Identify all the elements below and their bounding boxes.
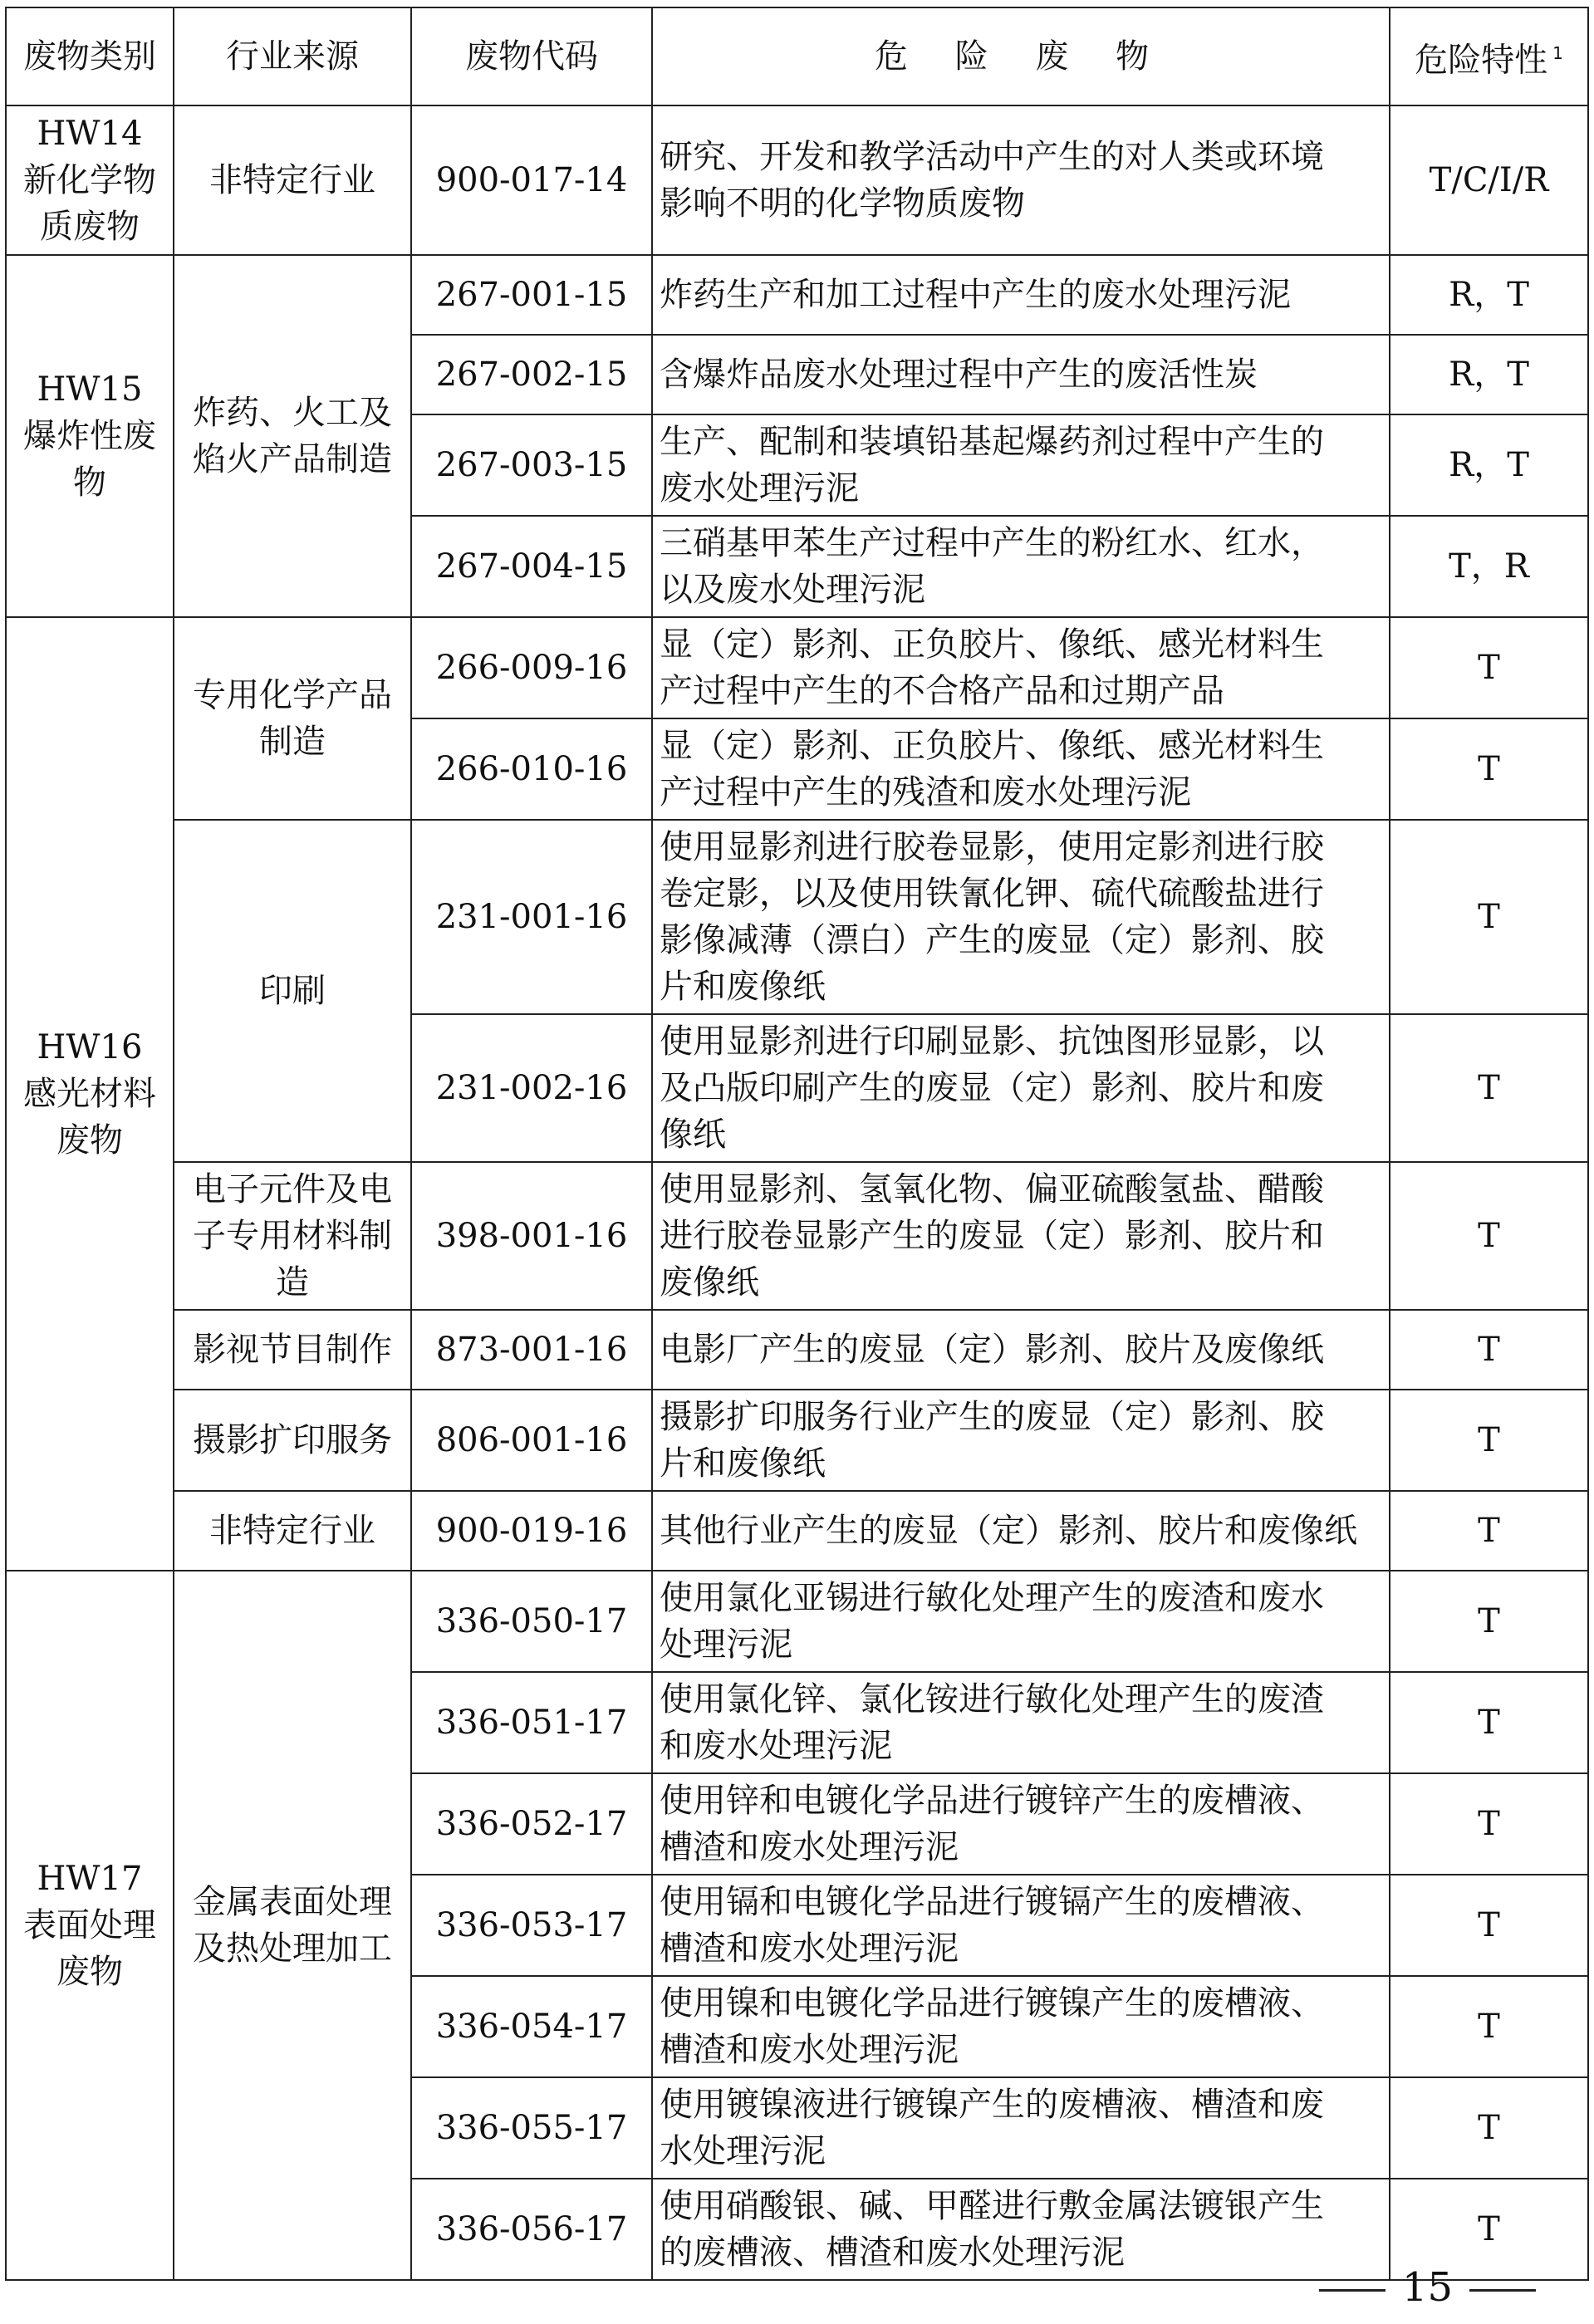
waste-description-line: 其他行业产生的废显（定）影剂、胶片和废像纸 <box>660 1512 1357 1550</box>
waste-description-line: 及凸版印刷产生的废显（定）影剂、胶片和废 <box>660 1069 1324 1107</box>
waste-category-line: 废物 <box>56 1953 123 1991</box>
waste-description-line: 水处理污泥 <box>660 2132 826 2170</box>
hazard-property-cell: T <box>1390 1672 1588 1773</box>
waste-description-line: 片和废像纸 <box>660 968 826 1006</box>
waste-description-line: 显（定）影剂、正负胶片、像纸、感光材料生 <box>660 625 1324 664</box>
industry-source-cell <box>174 105 411 255</box>
industry-source-line: 影视节目制作 <box>193 1331 392 1369</box>
header-industry: 行业来源 <box>174 7 411 105</box>
hazard-property-cell: R，T <box>1390 255 1588 335</box>
hazard-property-cell: T <box>1390 617 1588 718</box>
hazard-property-cell: T <box>1390 718 1588 820</box>
waste-description-cell <box>652 1976 1390 2077</box>
industry-source-line: 摄影扩印服务 <box>193 1421 392 1459</box>
industry-source-line: 金属表面处理 <box>193 1883 392 1921</box>
hazardous-waste-table <box>5 7 1589 2281</box>
waste-description-line: 产过程中产生的不合格产品和过期产品 <box>660 672 1224 710</box>
waste-description-cell <box>652 1571 1390 1672</box>
header-hazard <box>1390 7 1588 105</box>
waste-code-cell: 336-056-17 <box>411 2179 652 2280</box>
hazard-property-cell: T <box>1390 1571 1588 1672</box>
waste-description-cell <box>652 1491 1390 1571</box>
industry-source-line: 非特定行业 <box>209 161 375 199</box>
waste-description-line: 使用镀镍液进行镀镍产生的废槽液、槽渣和废 <box>660 2086 1324 2124</box>
waste-category-cell <box>6 1571 174 2280</box>
waste-description-cell <box>652 105 1390 255</box>
waste-code-cell: 266-010-16 <box>411 718 652 820</box>
industry-source-cell <box>174 1162 411 1310</box>
industry-source-line: 及热处理加工 <box>193 1929 392 1968</box>
hazard-property-cell: T <box>1390 1014 1588 1162</box>
waste-category-cell <box>6 105 174 255</box>
waste-description-line: 以及废水处理污泥 <box>660 571 925 609</box>
waste-description-line: 影像减薄（漂白）产生的废显（定）影剂、胶 <box>660 921 1324 959</box>
industry-source-line: 造 <box>276 1263 309 1302</box>
industry-source-cell <box>174 617 411 820</box>
header-hazard-footnote: 1 <box>1552 42 1563 63</box>
industry-source-line: 子专用材料制 <box>193 1217 392 1255</box>
waste-description-cell <box>652 414 1390 516</box>
table-row <box>6 1162 1588 1310</box>
waste-code-cell: 873-001-16 <box>411 1310 652 1390</box>
waste-code-cell: 336-054-17 <box>411 1976 652 2077</box>
industry-source-cell <box>174 1491 411 1571</box>
header-hazard-text: 危险特性 <box>1415 41 1548 80</box>
waste-category-line: 爆炸性废 <box>23 417 156 455</box>
waste-description-line: 废水处理污泥 <box>660 469 859 507</box>
header-category: 废物类别 <box>6 7 174 105</box>
footer-dash-left <box>1319 2289 1386 2292</box>
waste-description-cell <box>652 1014 1390 1162</box>
waste-description-line: 显（定）影剂、正负胶片、像纸、感光材料生 <box>660 727 1324 765</box>
hazard-property-cell: T/C/I/R <box>1390 105 1588 255</box>
hazard-property-cell: T <box>1390 2077 1588 2179</box>
waste-code-cell: 806-001-16 <box>411 1390 652 1491</box>
waste-description-line: 含爆炸品废水处理过程中产生的废活性炭 <box>660 355 1258 394</box>
waste-description-cell <box>652 617 1390 718</box>
waste-category-line: 废物 <box>56 1121 123 1160</box>
waste-description-line: 槽渣和废水处理污泥 <box>660 1929 959 1968</box>
waste-description-cell <box>652 1875 1390 1976</box>
industry-source-line: 非特定行业 <box>209 1512 375 1550</box>
hazard-property-cell: T <box>1390 2179 1588 2280</box>
waste-description-line: 使用显影剂进行胶卷显影，使用定影剂进行胶 <box>660 828 1324 866</box>
table-row <box>6 105 1588 255</box>
waste-description-cell <box>652 1310 1390 1390</box>
waste-description-line: 研究、开发和教学活动中产生的对人类或环境 <box>660 138 1324 176</box>
table-row <box>6 617 1588 718</box>
table-row <box>6 255 1588 335</box>
waste-description-cell <box>652 516 1390 617</box>
page-number: 15 <box>1401 2264 1453 2311</box>
industry-source-line: 印刷 <box>259 972 326 1010</box>
industry-source-cell <box>174 820 411 1162</box>
hazard-property-cell: T <box>1390 1773 1588 1875</box>
waste-code-cell: 231-001-16 <box>411 820 652 1014</box>
header-description-text: 危 险 废 物 <box>874 37 1168 76</box>
waste-category-line: HW15 <box>37 370 143 409</box>
waste-description-line: 废像纸 <box>660 1263 759 1302</box>
waste-category-cell <box>6 255 174 617</box>
waste-description-cell <box>652 2179 1390 2280</box>
table-row <box>6 820 1588 1014</box>
industry-source-cell <box>174 255 411 617</box>
waste-category-line: HW16 <box>37 1028 143 1066</box>
waste-description-cell <box>652 1672 1390 1773</box>
waste-description-line: 炸药生产和加工过程中产生的废水处理污泥 <box>660 276 1291 314</box>
hazard-property-cell: T <box>1390 1390 1588 1491</box>
waste-category-line: HW14 <box>37 115 143 153</box>
waste-code-cell: 900-019-16 <box>411 1491 652 1571</box>
industry-source-line: 制造 <box>259 723 326 761</box>
hazard-property-cell: T <box>1390 1162 1588 1310</box>
waste-category-line: HW17 <box>37 1860 143 1898</box>
hazard-property-cell: T <box>1390 1310 1588 1390</box>
industry-source-line: 炸药、火工及 <box>193 394 392 432</box>
industry-source-line: 焰火产品制造 <box>193 440 392 478</box>
industry-source-line: 电子元件及电 <box>193 1170 392 1209</box>
waste-code-cell: 267-003-15 <box>411 414 652 516</box>
waste-code-cell: 267-001-15 <box>411 255 652 335</box>
waste-code-cell: 398-001-16 <box>411 1162 652 1310</box>
waste-description-cell <box>652 820 1390 1014</box>
table-body <box>6 105 1588 2280</box>
waste-description-cell <box>652 718 1390 820</box>
industry-source-cell <box>174 1390 411 1491</box>
hazard-property-cell: T <box>1390 1976 1588 2077</box>
table-header-row <box>6 7 1588 105</box>
waste-category-line: 新化学物 <box>23 161 156 199</box>
waste-description-line: 产过程中产生的残渣和废水处理污泥 <box>660 773 1191 811</box>
waste-description-line: 和废水处理污泥 <box>660 1727 892 1765</box>
waste-description-cell <box>652 2077 1390 2179</box>
waste-description-line: 槽渣和废水处理污泥 <box>660 1828 959 1866</box>
waste-code-cell: 336-055-17 <box>411 2077 652 2179</box>
waste-description-line: 片和废像纸 <box>660 1444 826 1483</box>
waste-description-line: 使用显影剂进行印刷显影、抗蚀图形显影，以 <box>660 1022 1324 1061</box>
waste-description-line: 使用镍和电镀化学品进行镀镍产生的废槽液、 <box>660 1984 1324 2022</box>
waste-description-line: 影响不明的化学物质废物 <box>660 184 1025 223</box>
footer-dash-right <box>1469 2289 1536 2292</box>
waste-description-line: 使用显影剂、氢氧化物、偏亚硫酸氢盐、醋酸 <box>660 1170 1324 1209</box>
industry-source-cell <box>174 1571 411 2280</box>
waste-description-line: 使用氯化亚锡进行敏化处理产生的废渣和废水 <box>660 1579 1324 1617</box>
waste-description-cell <box>652 335 1390 414</box>
hazard-property-cell: R，T <box>1390 335 1588 414</box>
header-description <box>652 7 1390 105</box>
waste-description-cell <box>652 255 1390 335</box>
waste-description-line: 槽渣和废水处理污泥 <box>660 2031 959 2069</box>
waste-description-line: 摄影扩印服务行业产生的废显（定）影剂、胶 <box>660 1398 1324 1436</box>
table-row <box>6 1491 1588 1571</box>
hazard-property-cell: T <box>1390 820 1588 1014</box>
waste-description-line: 像纸 <box>660 1115 726 1154</box>
waste-code-cell: 267-004-15 <box>411 516 652 617</box>
waste-category-line: 表面处理 <box>23 1906 156 1944</box>
waste-description-line: 卷定影，以及使用铁氰化钾、硫代硫酸盐进行 <box>660 875 1324 913</box>
waste-description-line: 电影厂产生的废显（定）影剂、胶片及废像纸 <box>660 1331 1324 1369</box>
table-row <box>6 1310 1588 1390</box>
hazard-property-cell: T，R <box>1390 516 1588 617</box>
industry-source-cell <box>174 1310 411 1390</box>
hazard-property-cell: T <box>1390 1875 1588 1976</box>
waste-code-cell: 336-051-17 <box>411 1672 652 1773</box>
page-footer <box>1302 2263 1552 2312</box>
waste-description-line: 的废槽液、槽渣和废水处理污泥 <box>660 2233 1125 2272</box>
hazard-property-cell: R，T <box>1390 414 1588 516</box>
waste-description-cell <box>652 1390 1390 1491</box>
waste-category-line: 物 <box>73 463 106 502</box>
waste-description-line: 使用镉和电镀化学品进行镀镉产生的废槽液、 <box>660 1883 1324 1921</box>
waste-description-cell <box>652 1773 1390 1875</box>
hazard-property-cell: T <box>1390 1491 1588 1571</box>
waste-description-line: 处理污泥 <box>660 1625 792 1664</box>
waste-description-line: 进行胶卷显影产生的废显（定）影剂、胶片和 <box>660 1217 1324 1255</box>
waste-code-cell: 900-017-14 <box>411 105 652 255</box>
waste-description-line: 使用硝酸银、碱、甲醛进行敷金属法镀银产生 <box>660 2187 1324 2225</box>
waste-code-cell: 336-052-17 <box>411 1773 652 1875</box>
waste-description-cell <box>652 1162 1390 1310</box>
waste-code-cell: 266-009-16 <box>411 617 652 718</box>
waste-category-cell <box>6 617 174 1571</box>
waste-code-cell: 231-002-16 <box>411 1014 652 1162</box>
industry-source-line: 专用化学产品 <box>193 676 392 714</box>
waste-category-line: 感光材料 <box>23 1075 156 1113</box>
waste-description-line: 三硝基甲苯生产过程中产生的粉红水、红水， <box>660 524 1324 562</box>
waste-category-line: 质废物 <box>40 208 140 246</box>
waste-code-cell: 267-002-15 <box>411 335 652 414</box>
waste-code-cell: 336-053-17 <box>411 1875 652 1976</box>
waste-description-line: 使用氯化锌、氯化铵进行敏化处理产生的废渣 <box>660 1680 1324 1718</box>
header-code: 废物代码 <box>411 7 652 105</box>
waste-description-line: 生产、配制和装填铅基起爆药剂过程中产生的 <box>660 423 1324 461</box>
waste-description-line: 使用锌和电镀化学品进行镀锌产生的废槽液、 <box>660 1782 1324 1820</box>
table-row <box>6 1571 1588 1672</box>
table-row <box>6 1390 1588 1491</box>
waste-code-cell: 336-050-17 <box>411 1571 652 1672</box>
